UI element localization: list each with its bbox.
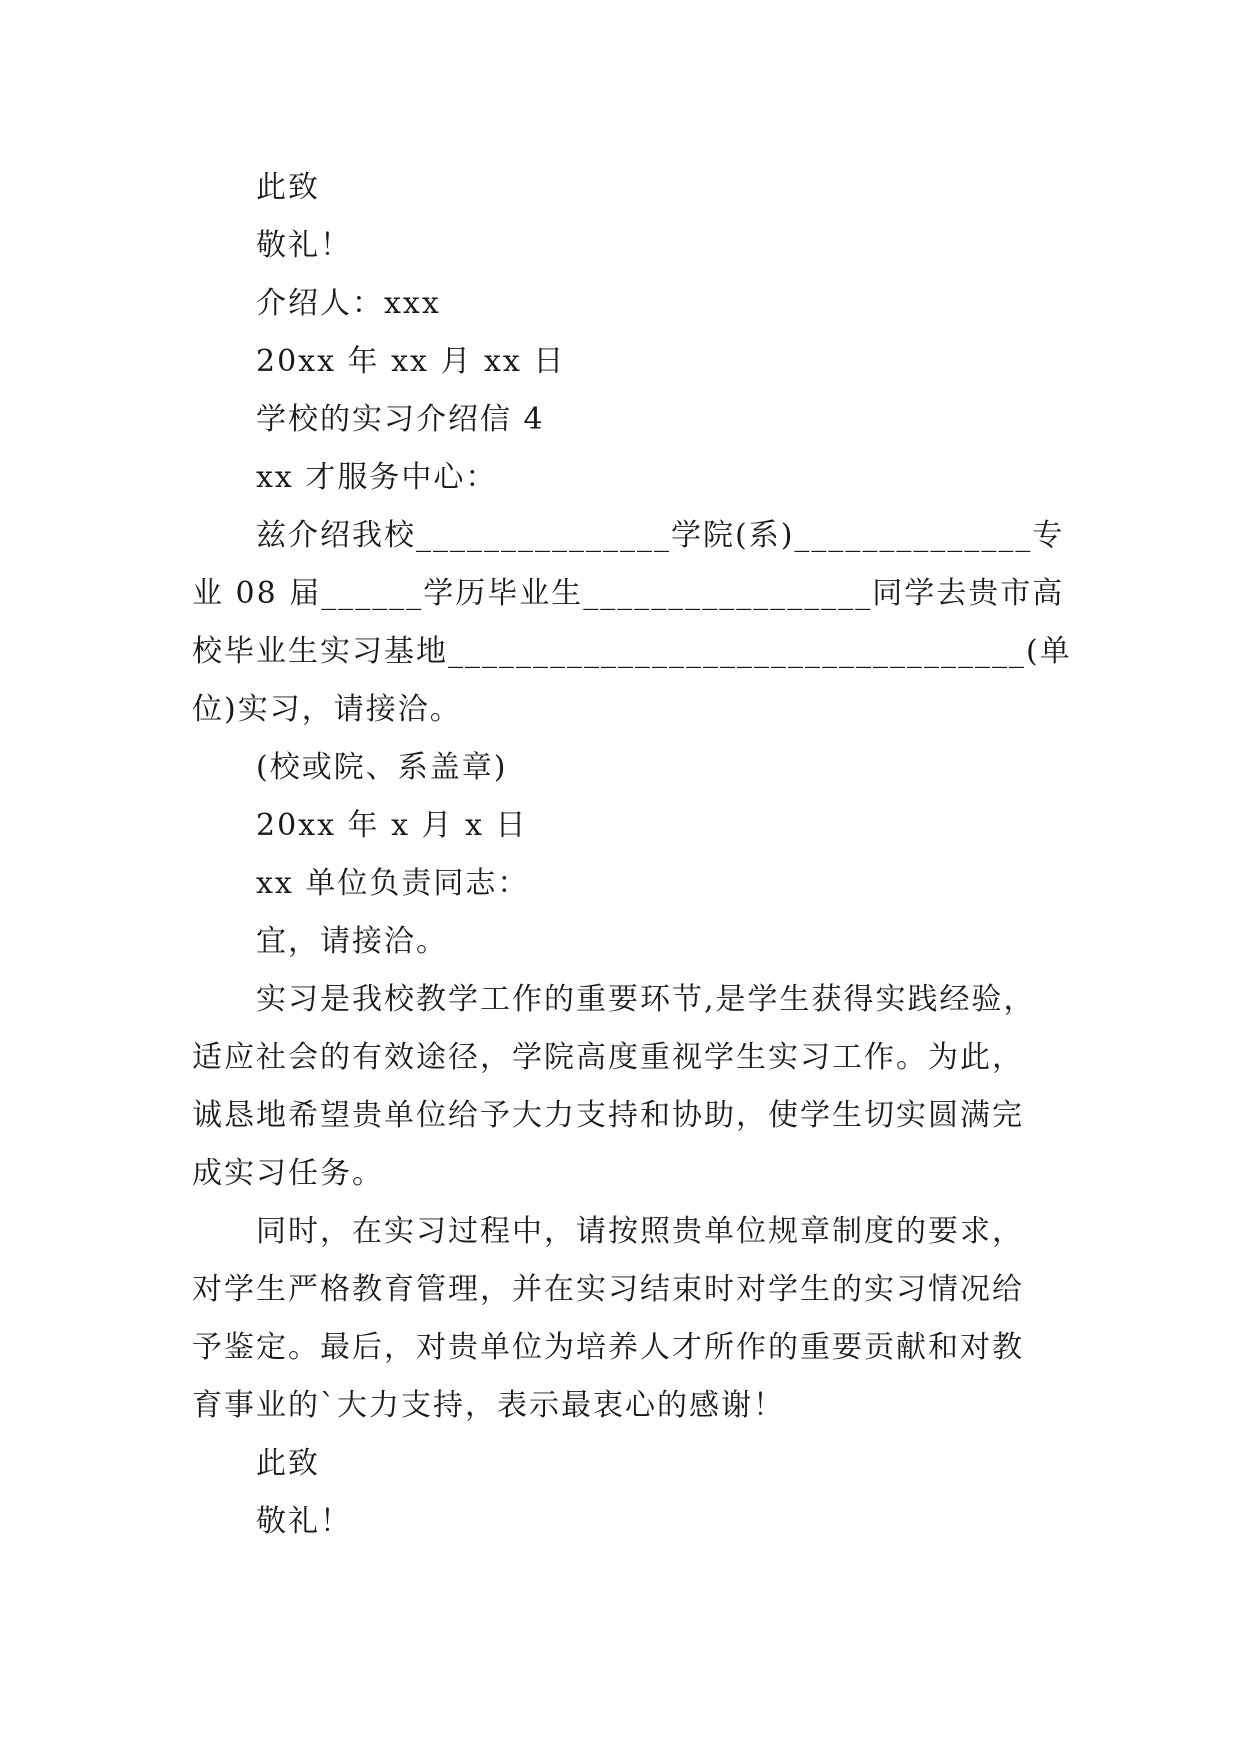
closing-regards: 敬礼！ (256, 1504, 352, 1539)
body-paragraph-line: 业 08 届______学历毕业生_________________同学去贵市高 (192, 576, 1065, 611)
body-paragraph-line: 予鉴定。最后，对贵单位为培养人才所作的重要贡献和对教 (192, 1330, 1024, 1365)
introducer-line: 介绍人：xxx (256, 286, 441, 321)
body-paragraph-line: 对学生严格教育管理，并在实习结束时对学生的实习情况给 (192, 1272, 1024, 1307)
section-title: 学校的实习介绍信 4 (256, 402, 545, 437)
date-line: 20xx 年 xx 月 xx 日 (256, 344, 566, 379)
closing-regards: 敬礼！ (256, 228, 352, 263)
body-paragraph-line: 适应社会的有效途径，学院高度重视学生实习工作。为此， (192, 1040, 1024, 1075)
body-paragraph-line: 实习是我校教学工作的重要环节,是学生获得实践经验， (256, 982, 1036, 1017)
body-paragraph-line: 兹介绍我校_______________学院(系)______________专 (256, 518, 1065, 553)
date-line: 20xx 年 x 月 x 日 (256, 808, 528, 843)
body-paragraph-line: 宜，请接洽。 (256, 924, 448, 959)
body-paragraph-line: 成实习任务。 (192, 1156, 384, 1191)
body-paragraph-line: 诚恳地希望贵单位给予大力支持和协助，使学生切实圆满完 (192, 1098, 1024, 1133)
body-paragraph-line: 位)实习，请接洽。 (192, 692, 462, 727)
addressee-line: xx 单位负责同志： (256, 866, 530, 901)
closing-salutation: 此致 (256, 170, 320, 205)
seal-line: (校或院、系盖章) (256, 750, 508, 785)
addressee-line: xx 才服务中心： (256, 460, 498, 495)
body-paragraph-line: 校毕业生实习基地__________________________________(单 (192, 634, 1072, 669)
body-paragraph-line: 同时，在实习过程中，请按照贵单位规章制度的要求， (256, 1214, 1024, 1249)
closing-salutation: 此致 (256, 1446, 320, 1481)
body-paragraph-line: 育事业的`大力支持，表示最衷心的感谢！ (192, 1388, 785, 1423)
